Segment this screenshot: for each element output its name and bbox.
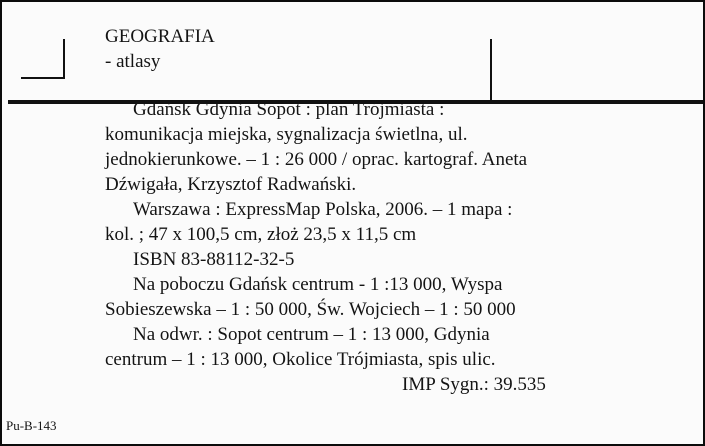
shelf-mark: Pu-B-143 [6,418,57,433]
entry-line: kol. ; 47 x 100,5 cm, złoż 23,5 x 11,5 cm [105,224,417,245]
entry-line: Warszawa : ExpressMap Polska, 2006. – 1 mapa : [133,199,513,220]
entry-line: Sobieszewska – 1 : 50 000, Św. Wojciech – 1 : 50 000 [105,299,516,320]
entry-line: Na poboczu Gdańsk centrum - 1 :13 000, Wyspa [133,274,503,295]
entry-line: jednokierunkowe. – 1 : 26 000 / oprac. kartograf. Aneta [105,149,528,170]
call-number: IMP Sygn.: 39.535 [402,374,546,395]
corner-bracket-mark [21,39,65,79]
entry-line: Dźwigała, Krzysztof Radwański. [105,174,357,195]
entry-line: centrum – 1 : 13 000, Okolice Trójmiasta, spis ulic. [105,349,496,370]
entry-line: Gdańsk Gdynia Sopot : plan Trójmiasta : [133,99,445,120]
subject-subdivision: - atlasy [105,51,161,72]
entry-line: Na odwr. : Sopot centrum – 1 : 13 000, Gdynia [133,324,490,345]
entry-line: komunikacja miejska, sygnalizacja świetlna, ul. [105,124,468,145]
vertical-rule [490,39,492,100]
isbn-line: ISBN 83-88112-32-5 [133,249,295,270]
subject-heading: GEOGRAFIA [105,26,215,47]
